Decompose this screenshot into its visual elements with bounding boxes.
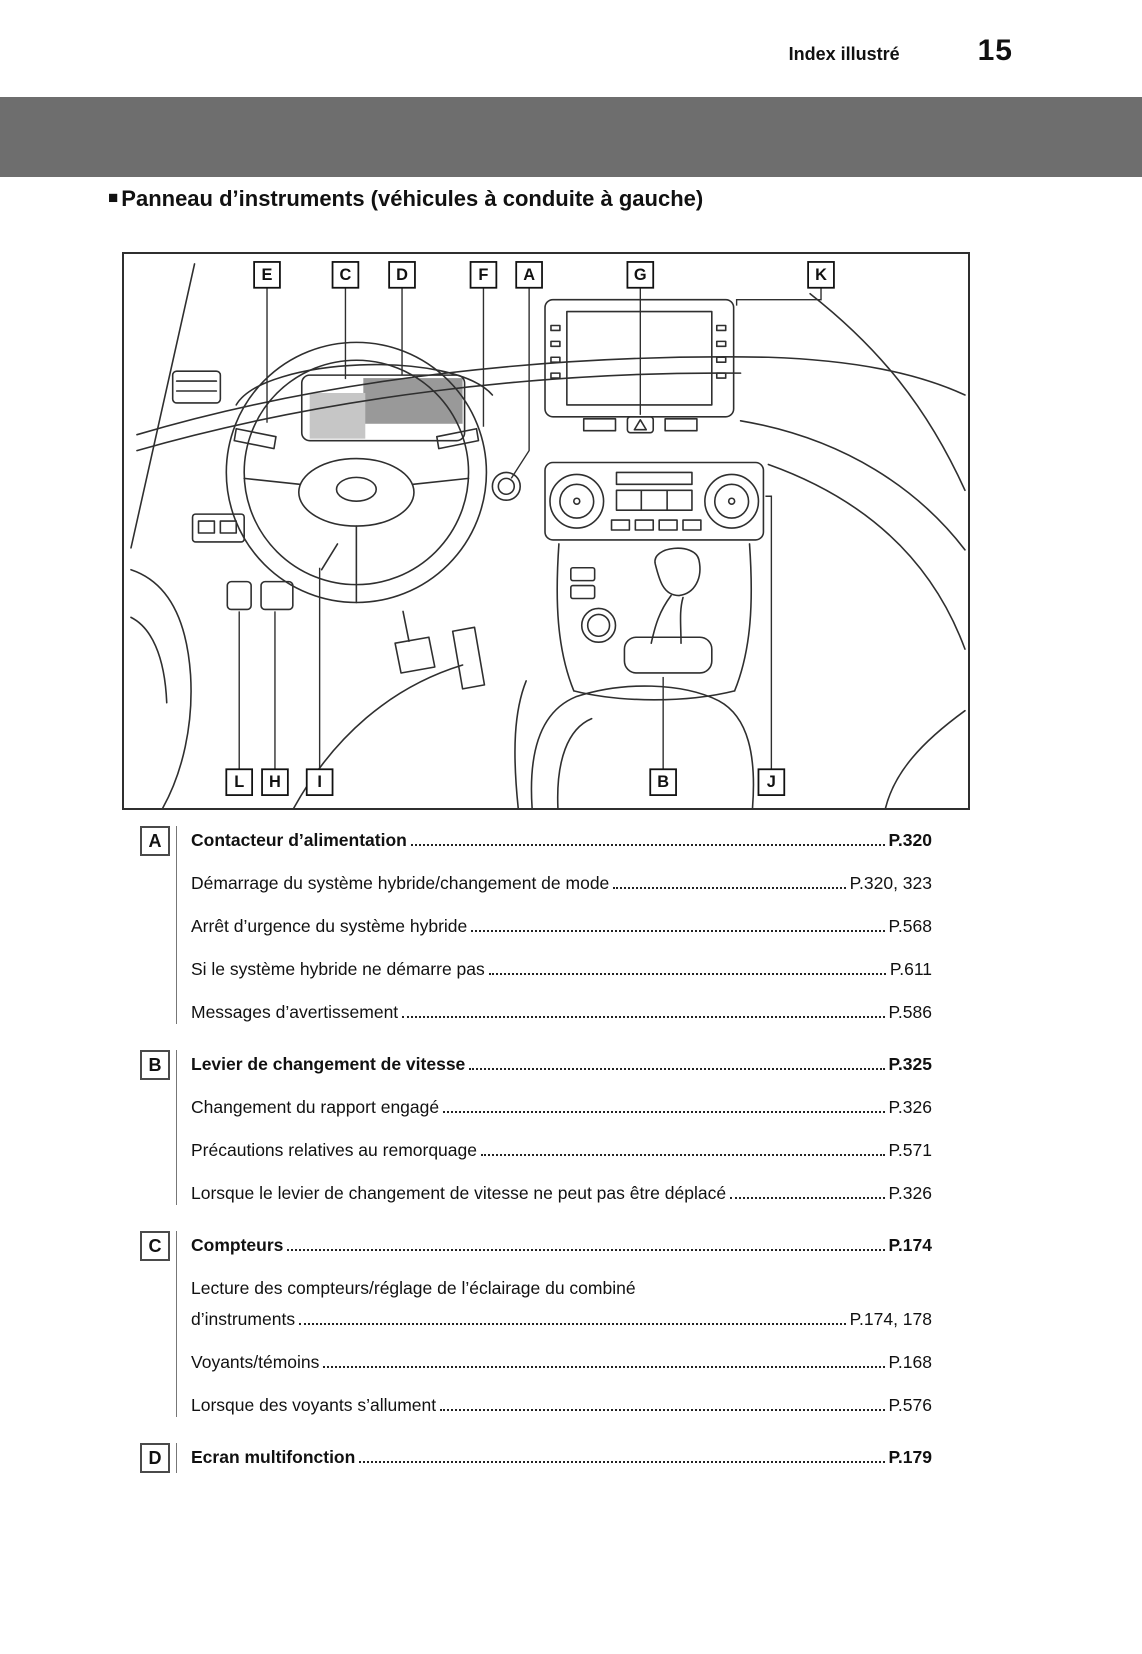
callout-letter-b: B	[657, 773, 670, 792]
index-subentry	[191, 1278, 932, 1329]
callout-letter-h: H	[269, 773, 281, 792]
section-banner	[0, 97, 1142, 177]
index-entry-main	[191, 1447, 932, 1467]
callout-letter-d: D	[396, 265, 408, 284]
index-subentry	[191, 916, 932, 936]
illustrated-index-list	[140, 826, 932, 1499]
leader-dots	[359, 1461, 884, 1463]
callout-letter-j: J	[766, 773, 776, 792]
entry-text: Voyants/témoins	[191, 1352, 320, 1372]
entry-text: Lorsque le levier de changement de vitesse ne peut pas être déplacé	[191, 1183, 727, 1203]
header-section-title: Index illustré	[788, 44, 900, 64]
page-title	[108, 186, 703, 212]
entry-text: Précautions relatives au remorquage	[191, 1140, 477, 1160]
index-letter-badge: D	[140, 1443, 170, 1473]
entry-text: Si le système hybride ne démarre pas	[191, 959, 485, 979]
page-reference: P.179	[888, 1447, 932, 1467]
cluster-screen-fill	[310, 378, 463, 439]
leader-dots	[730, 1197, 884, 1199]
entry-text-line1: Lecture des compteurs/réglage de l’éclairage du combiné	[191, 1278, 636, 1298]
callout-letter-i: I	[317, 773, 322, 792]
index-subentry	[191, 1140, 932, 1160]
index-letter-col	[140, 1231, 176, 1417]
leader-dots	[287, 1249, 884, 1251]
page-reference: P.326	[888, 1097, 932, 1117]
entry-text: Démarrage du système hybride/changement de mode	[191, 873, 610, 893]
index-letter-badge: C	[140, 1231, 170, 1261]
page-reference: P.325	[888, 1054, 932, 1074]
callout-letter-c: C	[339, 265, 352, 284]
callout-letter-k: K	[815, 265, 827, 284]
entry-title: Compteurs	[191, 1235, 284, 1255]
leader-dots	[411, 844, 885, 846]
leader-dots	[613, 887, 845, 889]
heading-text: Panneau d’instruments (véhicules à conduite à gauche)	[121, 186, 704, 211]
leader-dots	[469, 1068, 884, 1070]
index-letter-col	[140, 1443, 176, 1473]
index-letter-col	[140, 826, 176, 1024]
index-subentry	[191, 1395, 932, 1415]
callout-letter-f: F	[478, 265, 489, 284]
leader-dots	[443, 1111, 884, 1113]
page-reference: P.326	[888, 1183, 932, 1203]
index-section-body	[176, 1443, 932, 1473]
callout-letter-boxes	[226, 262, 834, 795]
index-entry-main	[191, 1235, 932, 1255]
entry-text: Messages d’avertissement	[191, 1002, 399, 1022]
index-section-body	[176, 826, 932, 1024]
page-reference: P.611	[889, 959, 932, 979]
entry-text: Lorsque des voyants s’allument	[191, 1395, 437, 1415]
index-section-d	[140, 1443, 932, 1473]
leader-dots	[471, 930, 884, 932]
page-header	[789, 34, 1013, 68]
index-section-c	[140, 1231, 932, 1417]
page-reference: P.586	[888, 1002, 932, 1022]
index-letter-badge: A	[140, 826, 170, 856]
callout-letter-a: A	[523, 265, 536, 284]
dashboard-line-art	[131, 264, 965, 808]
leader-dots	[440, 1409, 884, 1411]
callout-letter-g: G	[633, 265, 647, 284]
dashboard-illustration	[124, 254, 968, 808]
dashboard-diagram-frame	[122, 252, 970, 810]
leader-dots	[489, 973, 886, 975]
entry-text: Arrêt d’urgence du système hybride	[191, 916, 468, 936]
index-section-a	[140, 826, 932, 1024]
callout-letter-l: L	[234, 773, 245, 792]
index-entry-main	[191, 1054, 932, 1074]
page-reference: P.568	[888, 916, 932, 936]
leader-dots	[402, 1016, 884, 1018]
entry-text: d’instruments	[191, 1309, 296, 1329]
index-subentry	[191, 959, 932, 979]
page-reference: P.576	[888, 1395, 932, 1415]
index-section-body	[176, 1231, 932, 1417]
page-reference: P.168	[888, 1352, 932, 1372]
index-section-body	[176, 1050, 932, 1205]
leader-dots	[481, 1154, 885, 1156]
heading-square-bullet: ■	[108, 188, 119, 207]
entry-title: Levier de changement de vitesse	[191, 1054, 466, 1074]
leader-dots	[323, 1366, 884, 1368]
index-subentry	[191, 1002, 932, 1022]
index-subentry	[191, 1097, 932, 1117]
entry-title: Contacteur d’alimentation	[191, 830, 407, 850]
page-reference: P.174	[888, 1235, 932, 1255]
index-letter-badge: B	[140, 1050, 170, 1080]
page-reference: P.571	[888, 1140, 932, 1160]
header-page-number: 15	[977, 34, 1013, 67]
callout-letter-e: E	[261, 265, 273, 284]
page-reference: P.320, 323	[849, 873, 932, 893]
entry-title: Ecran multifonction	[191, 1447, 356, 1467]
index-subentry	[191, 873, 932, 893]
leader-dots	[299, 1323, 846, 1325]
index-section-b	[140, 1050, 932, 1205]
entry-text: Changement du rapport engagé	[191, 1097, 440, 1117]
page-reference: P.320	[888, 830, 932, 850]
index-entry-main	[191, 830, 932, 850]
page-reference: P.174, 178	[849, 1309, 932, 1329]
index-subentry	[191, 1352, 932, 1372]
index-letter-col	[140, 1050, 176, 1205]
index-subentry	[191, 1183, 932, 1203]
